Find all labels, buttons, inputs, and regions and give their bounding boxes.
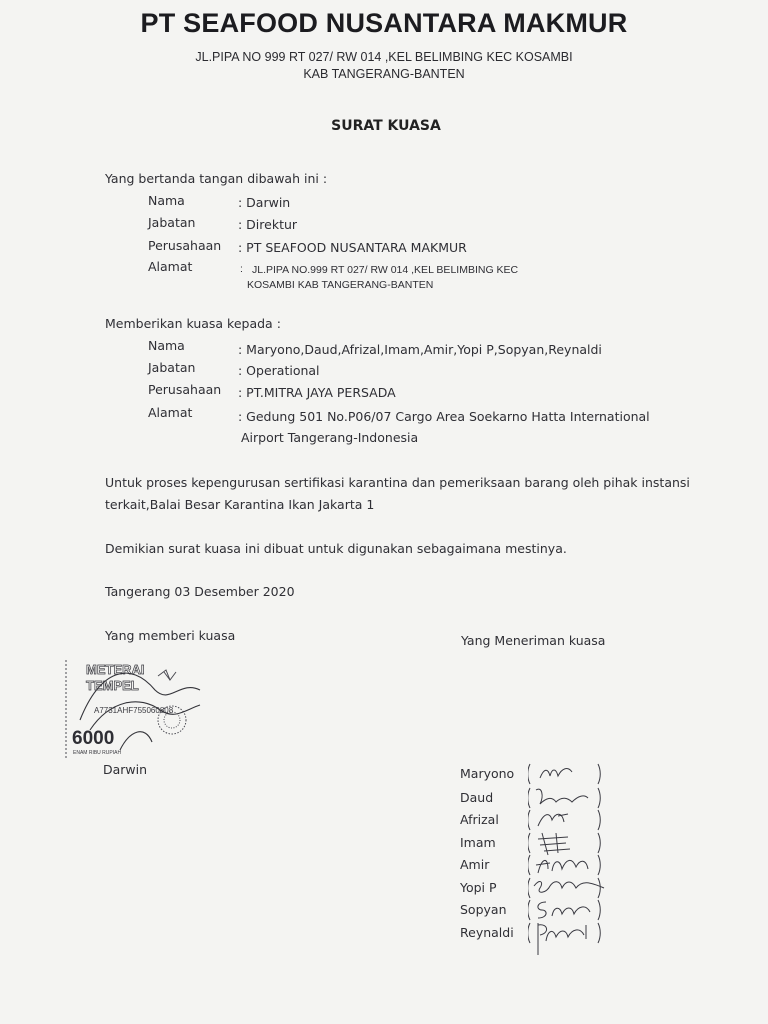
grantor-intro: Yang bertanda tangan dibawah ini : xyxy=(105,171,328,186)
grantee-company-value: : PT.MITRA JAYA PERSADA xyxy=(238,385,396,400)
grantor-signature-label: Yang memberi kuasa xyxy=(105,628,236,643)
grantor-company-label: Perusahaan xyxy=(148,238,222,253)
grantee-name: Imam xyxy=(460,835,496,850)
grantee-address-line1: : Gedung 501 No.P06/07 Cargo Area Soekarno Hatta International xyxy=(238,409,650,424)
grantor-address-label: Alamat xyxy=(148,259,193,274)
grantee-intro: Memberikan kuasa kepada : xyxy=(105,316,281,331)
grantee-name: Yopi P xyxy=(460,880,497,895)
grantee-company-label: Perusahaan xyxy=(148,382,222,397)
grantor-position-label: Jabatan xyxy=(148,215,196,230)
grantee-position-value: : Operational xyxy=(238,363,320,378)
grantee-name: Amir xyxy=(460,857,490,872)
place-date: Tangerang 03 Desember 2020 xyxy=(105,584,295,599)
grantee-name-value: : Maryono,Daud,Afrizal,Imam,Amir,Yopi P,Sopyan,Reynaldi xyxy=(238,342,602,357)
stamp-amount: 6000 xyxy=(72,728,115,749)
grantee-name: Daud xyxy=(460,790,494,805)
grantor-name-signed: Darwin xyxy=(103,762,148,777)
purpose-line1: Untuk proses kepengurusan sertifikasi karantina dan pemeriksaan barang oleh pihak instansi xyxy=(105,475,690,490)
signature-mark xyxy=(528,919,618,959)
grantee-name: Sopyan xyxy=(460,902,507,917)
grantor-name-value: : Darwin xyxy=(238,195,291,210)
grantor-address-line1: JL.PIPA NO.999 RT 027/ RW 014 ,KEL BELIMBING KEC xyxy=(252,264,519,276)
grantor-name-label: Nama xyxy=(148,193,185,208)
grantor-company-value: : PT SEAFOOD NUSANTARA MAKMUR xyxy=(238,240,467,255)
grantor-address-line2: KOSAMBI KAB TANGERANG-BANTEN xyxy=(247,279,434,291)
grantee-signature-label: Yang Meneriman kuasa xyxy=(461,633,606,648)
grantee-name-label: Nama xyxy=(148,338,185,353)
stamp-amount-words: ENAM RIBU RUPIAH xyxy=(73,750,122,756)
grantee-address-line2: Airport Tangerang-Indonesia xyxy=(241,430,419,445)
company-address-line1: JL.PIPA NO 999 RT 027/ RW 014 ,KEL BELIMBING KEC KOSAMBI xyxy=(195,50,573,64)
closing-statement: Demikian surat kuasa ini dibuat untuk digunakan sebagaimana mestinya. xyxy=(105,541,567,556)
company-name: PT SEAFOOD NUSANTARA MAKMUR xyxy=(140,8,628,38)
grantee-address-label: Alamat xyxy=(148,405,193,420)
stamp-text-meterai: METERAI xyxy=(86,662,145,677)
grantee-signature-row xyxy=(460,925,620,947)
grantee-name: Afrizal xyxy=(460,812,499,827)
grantor-position-value: : Direktur xyxy=(238,217,298,232)
grantor-address-colon: : xyxy=(240,263,243,275)
stamp-serial: A7731AHF755060808 xyxy=(94,706,174,715)
grantee-position-label: Jabatan xyxy=(148,360,196,375)
meterai-stamp xyxy=(60,650,210,770)
stamp-text-tempel: TEMPEL xyxy=(86,678,139,693)
grantee-name: Maryono xyxy=(460,766,515,781)
grantee-name: Reynaldi xyxy=(460,925,514,940)
purpose-line2: terkait,Balai Besar Karantina Ikan Jakarta 1 xyxy=(105,497,375,512)
company-address-line2: KAB TANGERANG-BANTEN xyxy=(303,67,465,81)
document-title: SURAT KUASA xyxy=(331,118,441,134)
